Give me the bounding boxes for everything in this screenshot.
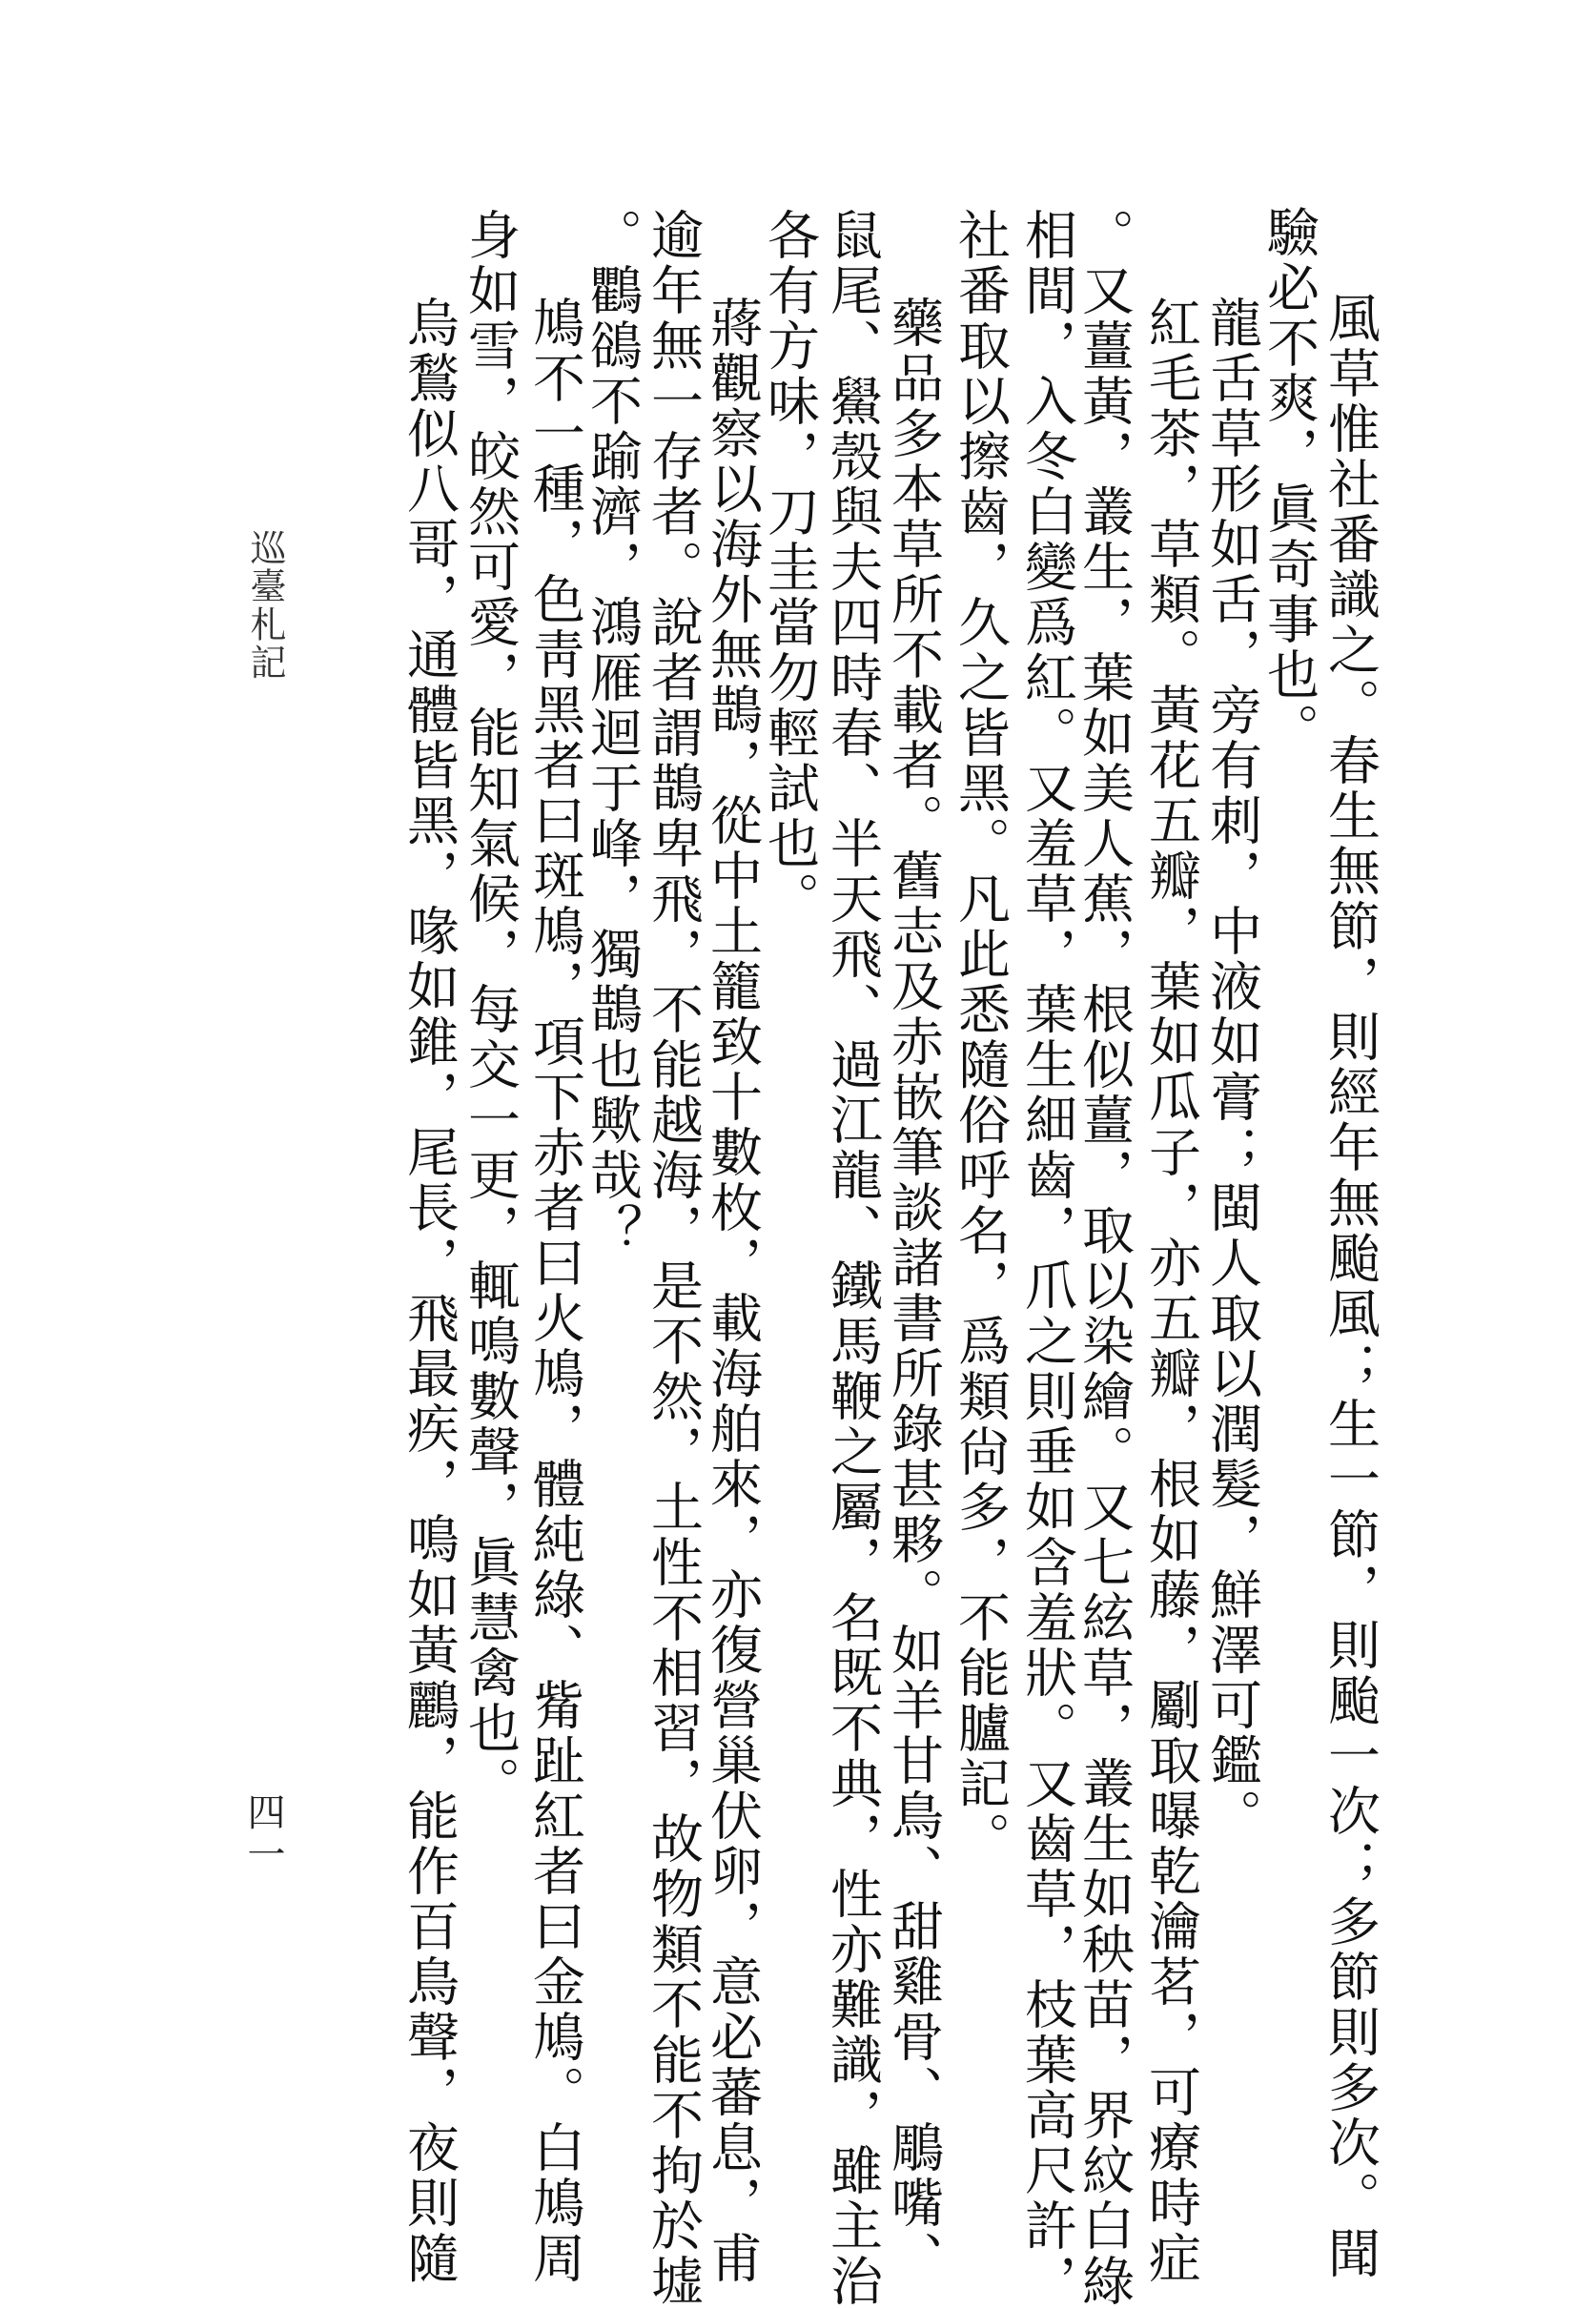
text-column-6: 相間，入冬白變爲紅。又羞草，葉生細齒，爪之則垂如含羞狀。又齒草，枝葉高尺許， — [1016, 208, 1077, 2309]
text-column-16: 烏鶖似八哥，通體皆黑，喙如錐，尾長，飛最疾，鳴如黃鸝，能作百鳥聲，夜則隨 — [399, 296, 460, 2286]
text-column-11: 蔣觀察以海外無鵲，從中土籠致十數枚，載海舶來，亦復營巢伏卵，意必蕃息，甫 — [702, 296, 763, 2286]
text-column-9: 鼠尾、鱟殼與夫四時春、半天飛、過江龍、鐵馬鞭之屬，名既不典，性亦難識，雖主治 — [822, 208, 883, 2309]
text-column-4: 紅毛茶，草類。黃花五瓣，葉如瓜子，亦五瓣，根如藤，劚取曝乾瀹茗，可療時症 — [1140, 296, 1201, 2286]
margin-title: 巡臺札記 — [244, 529, 286, 682]
text-column-10: 各有方味，刀圭當勿輕試也。 — [759, 208, 820, 927]
text-column-12: 逾年無一存者。說者謂鵲卑飛，不能越海，是不然，土性不相習，故物類不能不拘於墟 — [643, 208, 704, 2309]
text-column-8: 藥品多本草所不載者。舊志及赤嵌筆談諸書所錄甚夥。如羊甘鳥、甜雞骨、鵰嘴、 — [883, 296, 944, 2286]
text-column-2: 驗必不爽，眞奇事也。 — [1258, 205, 1320, 758]
text-column-15: 身如雪，皎然可愛，能知氣候，每交一更，輒鳴數聲，眞慧禽也。 — [460, 208, 521, 1811]
text-column-14: 鳩不一種，色靑黑者曰斑鳩，項下赤者曰火鳩，體純綠、觜趾紅者曰金鳩。白鳩周 — [524, 296, 585, 2286]
text-column-5: 。又薑黃，叢生，葉如美人蕉，根似薑，取以染繪。又七絃草，叢生如秧苗，界紋白綠 — [1074, 208, 1135, 2309]
text-column-13: 。鸜鵒不踰濟，鴻雁迴于峰，獨鵲也歟哉？ — [582, 208, 643, 1258]
text-column-3: 龍舌草形如舌，旁有刺，中液如膏；閩人取以潤髮，鮮澤可鑑。 — [1201, 296, 1262, 1844]
text-column-1: 風草惟社番識之。春生無節，則經年無颱風；生一節，則颱一次；多節則多次。聞 — [1320, 291, 1381, 2281]
text-column-7: 社番取以擦齒，久之皆黑。凡此悉隨俗呼名，爲類尙多，不能臚記。 — [950, 208, 1011, 1867]
page-number: 四一 — [241, 1792, 285, 1876]
